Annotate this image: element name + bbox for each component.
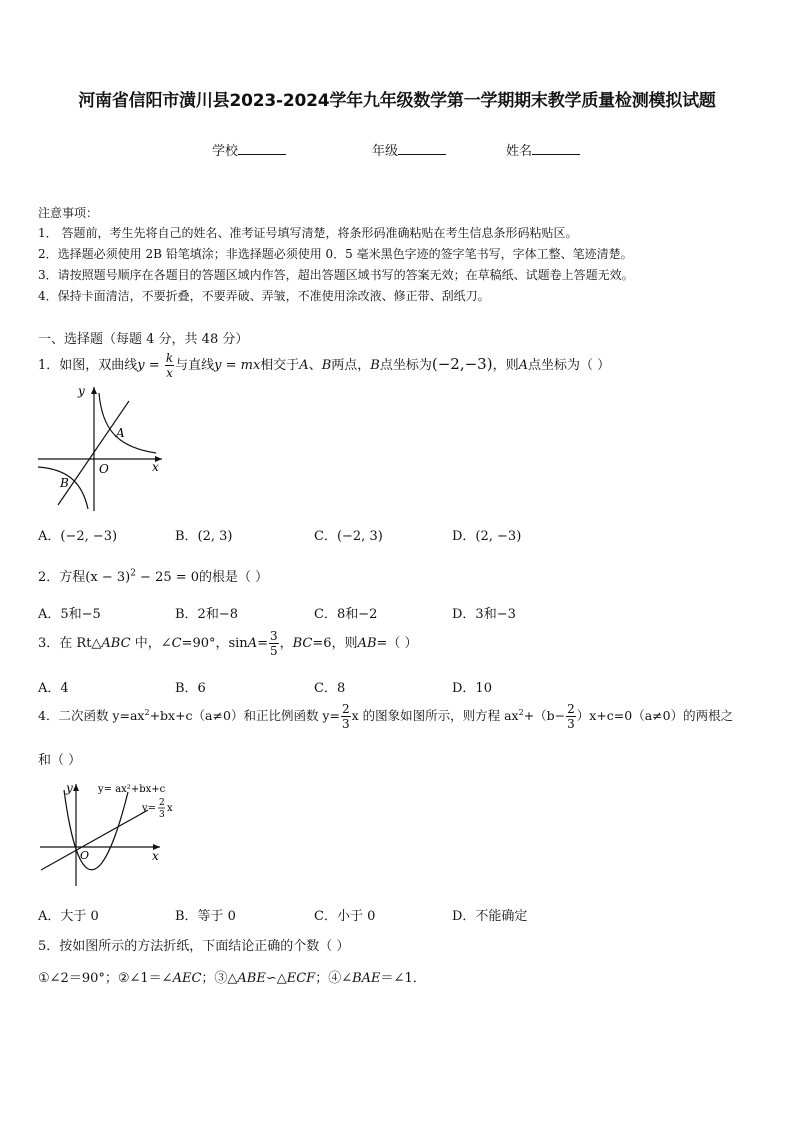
q1-fig-B: B [60,476,69,490]
q1-frac-num: k [165,351,174,365]
q3-t1: 中，∠ [130,636,172,651]
q1-fig-O: O [99,462,109,476]
q1-text-1: 与直线 [175,358,215,373]
q4-line-2-3x [41,810,148,870]
q3-fraction [269,630,279,657]
q1-fig-y: y [78,384,85,398]
q3-frac-num: 3 [269,629,278,643]
q4-t1: +bx+c（a≠0）和正比例函数 y= [149,708,340,723]
q2-post: − 25 = 0的根是（ ） [135,570,269,585]
q4-sup1: 2 [144,707,150,717]
q1-sep: 、 [308,358,322,373]
q5-c5: ＝∠1． [380,971,426,986]
q4-frac-2 [566,703,576,730]
q4-y-arrow [73,784,79,791]
q5-abe: ABE [237,971,266,986]
q2-pre: 2．方程 [38,570,86,585]
q3-option-b[interactable]: B．6 [175,681,206,696]
q1-fig-A: A [116,426,125,440]
q1-hyperbola-branch-1 [99,393,156,453]
q4-frac-2-den: 3 [567,717,575,731]
q1-option-b[interactable]: B．(2, 3) [175,529,233,544]
q4-fig-parabola-label: y= ax²+bx+c [98,784,166,795]
q5-conclusions [38,967,426,986]
notice-item-2: 2．选择题必须使用 2B 铅笔填涂；非选择题必须使用 0．5 毫米黑色字迹的签字笔书写，字体工整、笔迹清楚。 [38,247,633,261]
q5-c2: ；③△ [201,971,238,986]
q4-fig-frac-num: 2 [159,798,165,808]
q4-fig-y: y [66,781,73,795]
q3-t6: =（ ） [376,636,418,651]
q5-c1: ①∠2＝90°；②∠1＝∠ [38,971,173,986]
q4-parabola [64,790,128,870]
q1-option-c[interactable]: C．(−2, 3) [314,529,383,544]
q1-y-arrow [91,387,97,394]
q5-aec: AEC [172,971,202,986]
q5-ecf: ECF [286,971,316,986]
q5-c4: ；④∠ [315,971,353,986]
q1-B2: B [370,358,380,373]
q4-fig-x-label: x [167,803,173,814]
notice-item-4: 4．保持卡面清洁，不要折叠，不要弄破、弄皱，不准使用涂改液、修正带、刮纸刀。 [38,289,490,303]
page-title: 河南省信阳市潢川县2023-2024学年九年级数学第一学期期末教学质量检测模拟试题 [78,91,716,111]
question-4 [38,703,733,730]
q1-fraction [165,352,174,379]
q4-fig-frac-den: 3 [159,810,165,820]
question-2 [38,566,268,585]
notice-item-1: 1． 答题前，考生先将自己的姓名、准考证号填写清楚，将条形码准确粘贴在考生信息条形码粘贴区。 [38,226,578,240]
q2-option-c[interactable]: C．8和−2 [314,607,378,622]
q1-line: y = mx [214,358,261,373]
q1-text-2: 相交于 [260,358,300,373]
q3-option-d[interactable]: D．10 [452,681,492,696]
school-blank[interactable] [238,142,286,155]
name-field [506,140,580,159]
q3-abc: ABC [101,636,131,651]
q3-t2: =90°，sin [181,636,248,651]
q1-text-3: 两点， [331,358,371,373]
name-blank[interactable] [532,142,580,155]
q3-pre: 3．在 Rt△ [38,636,102,651]
q1-text-6: 点坐标为（ ） [527,358,611,373]
q1-A: A [299,358,309,373]
grade-label: 年级 [372,144,399,159]
q4-fig-O: O [80,849,90,862]
q1-option-a[interactable]: A．(−2, −3) [38,529,118,544]
q1-y: y [137,358,145,373]
q3-a: A [247,636,258,651]
q4-frac-1-den: 3 [341,717,350,731]
q1-A2: A [518,358,528,373]
q2-sup: 2 [130,568,136,579]
q4-fig-x: x [152,849,159,863]
school-label: 学校 [212,144,239,159]
q4-t2: x 的图象如图所示，则方程 ax [351,708,519,723]
q3-frac-den: 5 [269,644,278,658]
grade-blank[interactable] [398,142,446,155]
q1-option-d[interactable]: D．(2, −3) [452,529,522,544]
q3-t3: = [257,636,268,651]
school-field [212,140,286,159]
q4-frac-2-num: 2 [567,702,575,716]
q2-option-b[interactable]: B．2和−8 [175,607,238,622]
q4-frac-1 [341,703,351,730]
q4-sup2: 2 [518,707,524,717]
q4-t3: +（b− [523,708,566,723]
q2-option-a[interactable]: A．5和−5 [38,607,101,622]
notice-heading: 注意事项： [38,206,99,220]
question-5: 5．按如图所示的方法折纸，下面结论正确的个数（ ） [38,939,350,954]
q4-option-d[interactable]: D．不能确定 [452,909,528,924]
q3-t4: ， [279,636,293,651]
q1-figure [36,383,166,513]
q2-option-d[interactable]: D．3和−3 [452,607,516,622]
q1-frac-den: x [166,366,173,380]
q4-figure [36,778,176,892]
question-3 [38,630,418,657]
q3-ab: AB [357,636,377,651]
q1-text-4: 点坐标为 [379,358,432,373]
q4-option-a[interactable]: A．大于 0 [38,909,99,924]
q4-option-b[interactable]: B．等于 0 [175,909,236,924]
q2-eq: (x − 3) [85,570,131,585]
q1-fig-x: x [152,460,159,474]
q1-eq: = [144,358,164,373]
question-1 [38,352,610,379]
q4-t4: ）x+c=0（a≠0）的两根之 [576,708,734,723]
q4-pre: 4．二次函数 y=ax [38,708,145,723]
q3-option-a[interactable]: A．4 [38,681,69,696]
q3-bc: BC [292,636,313,651]
q4-fig-line-label: y= [142,803,157,814]
section-heading: 一、选择题（每题 4 分，共 48 分） [38,332,249,347]
q5-bae: BAE [352,971,381,986]
q4-line-2: 和（ ） [38,753,82,768]
q3-option-c[interactable]: C．8 [314,681,346,696]
q1-coord: (−2,−3) [431,355,493,373]
q5-c3: ∽△ [265,971,287,986]
q1-text-5: ，则 [492,358,519,373]
q4-option-c[interactable]: C．小于 0 [314,909,376,924]
q4-frac-1-num: 2 [341,702,350,716]
q1-number: 1．如图，双曲线 [38,358,138,373]
q3-c: C [171,636,182,651]
name-label: 姓名 [506,144,533,159]
grade-field [372,140,446,159]
notice-item-3: 3．请按照题号顺序在各题目的答题区域内作答，超出答题区域书写的答案无效；在草稿纸、试题卷上答题无效。 [38,268,634,282]
q1-B: B [321,358,332,373]
q3-t5: =6，则 [312,636,358,651]
